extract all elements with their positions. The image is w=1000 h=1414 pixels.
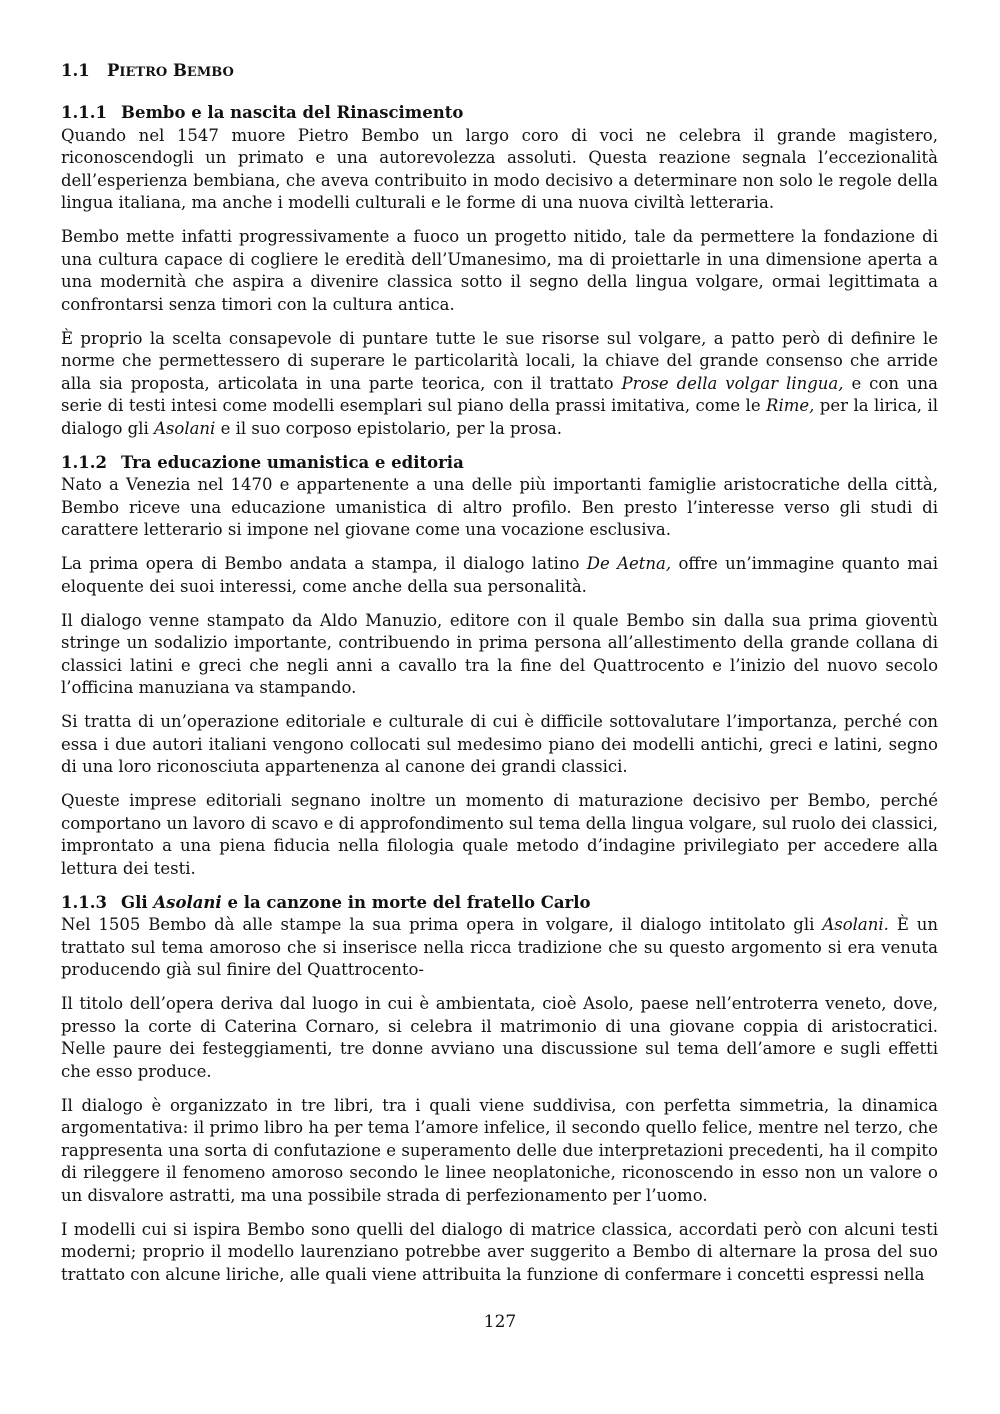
chapter-title-initial-2: B xyxy=(172,61,187,80)
paragraph: È proprio la scelta consapevole di puntare tutte le sue risorse sul volgare, a patto però di definire le norme che permettessero di superare le particolarità locali, la chiave del grande consenso che arride alla sia proposta, articolata in una parte teorica, con il trattato Prose della volgar lingua, e con una serie di testi intesi come modelli esemplari sul piano della prassi imitativa, come le Rime, per la lirica, il dialogo gli Asolani e il suo corposo epistolario, per la prosa. xyxy=(61,328,939,438)
paragraph: I modelli cui si ispira Bembo sono quelli del dialogo di matrice classica, accordati però con alcuni testi moderni; proprio il modello laurenziano potrebbe aver suggerito a Bembo di alternare la prosa del suo trattato con alcune liriche, alle quali viene attribuita la funzione di confermare i concetti espressi nella xyxy=(61,1219,938,1284)
section-title: Bembo e la nascita del Rinascimento xyxy=(121,103,464,122)
chapter-title-rest-2: EMBO xyxy=(186,65,234,80)
paragraph: Il dialogo venne stampato da Aldo Manuzio, editore con il quale Bembo sin dalla sua prima gioventù stringe un sodalizio importante, contribuendo in prima persona all’allestimento della grande collana di classici latini e greci che negli anni a cavallo tra la fine del Quattrocento e l’inizio del nuovo secolo l’officina manuziana va stampando. xyxy=(61,610,938,697)
section-heading: 1.1.3 Gli Asolani e la canzone in morte del fratello Carlo xyxy=(61,892,938,915)
section-heading xyxy=(61,102,938,125)
paragraph: Il titolo dell’opera deriva dal luogo in cui è ambientata, cioè Asolo, paese nell’entroterra veneto, dove, presso la corte di Caterina Cornaro, si celebra il matrimonio di una giovane coppia di aristocratici. Nelle paure dei festeggiamenti, tre donne avviano una discussione sul tema dell’amore e sugli effetti che esso produce. xyxy=(61,994,938,1081)
paragraph: Quando nel 1547 muore Pietro Bembo un largo coro di voci ne celebra il grande magistero, riconoscendogli un primato e una autorevolezza assoluti. Questa reazione segnala l’eccezionalità dell’esperienza bembiana, che aveva contribuito in modo decisivo a determinare non solo le regole della lingua italiana, ma anche i modelli culturali e le forme di una nuova civiltà letteraria. xyxy=(61,125,938,212)
section-number: 1.1.2 xyxy=(61,452,107,472)
section-title: Tra educazione umanistica e editoria xyxy=(121,452,464,472)
section-number: 1.1.1 xyxy=(61,103,107,122)
paragraph: Il dialogo è organizzato in tre libri, tra i quali viene suddivisa, con perfetta simmetria, la dinamica argomentativa: il primo libro ha per tema l’amore infelice, il secondo quello felice, mentre nel terzo, che rappresenta una sorta di confutazione e superamento delle due interpretazioni precedenti, ha il compito di rileggere il fenomeno amoroso secondo le linee neoplatoniche, riconoscendo in esso non un valore o un disvalore astratti, ma una possibile strada di perfezionamento per l’uomo. xyxy=(61,1095,938,1205)
section-heading xyxy=(61,452,938,475)
chapter-number: 1.1 xyxy=(61,61,90,80)
page-number: 127 xyxy=(483,1312,517,1332)
section-number: 1.1.3 xyxy=(61,892,107,912)
paragraph: Queste imprese editoriali segnano inoltre un momento di maturazione decisivo per Bembo, perché comportano un lavoro di scavo e di approfondimento sul tema della lingua volgare, sul ruolo dei classici, improntato a una piena fiducia nella filologia quale metodo d’indagine privilegiato per accedere alla lettura dei testi. xyxy=(61,791,938,878)
paragraph: Nato a Venezia nel 1470 e appartenente a una delle più importanti famiglie aristocratiche della città, Bembo riceve una educazione umanistica di altro profilo. Ben presto l’interesse verso gli studi di carattere letterario si impone nel giovane come una vocazione esclusiva. xyxy=(61,475,938,539)
paragraph: Si tratta di un’operazione editoriale e culturale di cui è difficile sottovalutare l’importanza, perché con essa i due autori italiani vengono collocati sul medesimo piano dei modelli antichi, greci e latini, segno di una loro riconosciuta appartenenza al canone dei grandi classici. xyxy=(61,712,938,776)
chapter-heading xyxy=(61,58,938,86)
page-body xyxy=(61,58,938,1298)
paragraph: Bembo mette infatti progressivamente a fuoco un progetto nitido, tale da permettere la fondazione di una cultura capace di cogliere le eredità dell’Umanesimo, ma di proiettarle in una dimensione aperta a una modernità che aspira a divenire classica sotto il segno della lingua volgare, ormai legittimata a confrontarsi senza timori con la cultura antica. xyxy=(61,227,938,314)
chapter-title-rest-1: IETRO xyxy=(119,65,168,80)
chapter-title-initial-1: P xyxy=(107,61,120,80)
paragraph: La prima opera di Bembo andata a stampa, il dialogo latino De Aetna, offre un’immagine quanto mai eloquente dei suoi interessi, come anche della sua personalità. xyxy=(61,554,938,596)
paragraph: Nel 1505 Bembo dà alle stampe la sua prima opera in volgare, il dialogo intitolato gli Asolani. È un trattato sul tema amoroso che si inserisce nella ricca tradizione che su questo argomento si era venuta producendo già sul finire del Quattrocento- xyxy=(61,915,939,979)
